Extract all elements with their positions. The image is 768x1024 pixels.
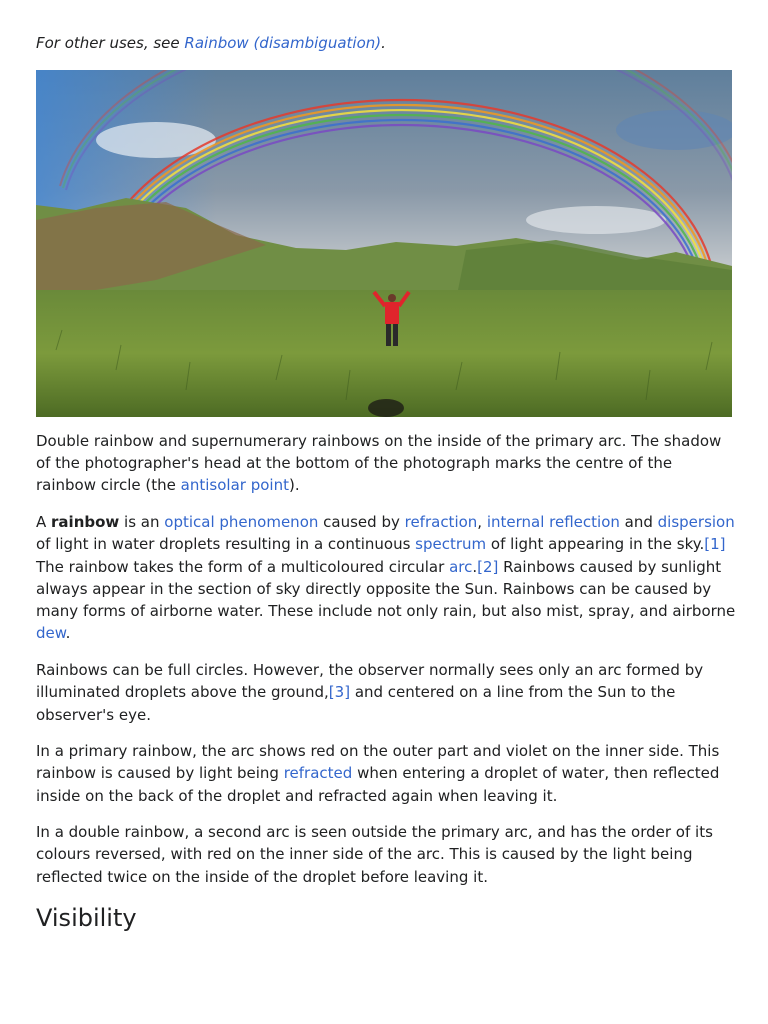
disambiguation-link[interactable]: Rainbow (disambiguation) [184, 34, 382, 52]
term-rainbow: rainbow [51, 513, 120, 531]
paragraph-double-rainbow [36, 821, 736, 888]
text: . [472, 557, 478, 576]
text: In a double rainbow, a second arc is seen outside the primary arc, and has the order of its colours reversed, with red on the inner side of the arc. This is caused by the light being reflected twice on the inside of the droplet before leaving it. [36, 823, 713, 886]
paragraph-primary-rainbow [36, 740, 736, 807]
text: , [477, 513, 487, 531]
hatnote-prefix: For other uses, see [36, 34, 185, 52]
text: caused by [318, 513, 405, 531]
text: Rainbows caused by sunlight always appear in the section of sky directly opposite the Sun. Rainbows can be caused by many forms of airborne water. These include not only rain, but also mist, spray, and airborne [36, 557, 736, 621]
text: of light appearing in the sky. [486, 535, 705, 554]
text: The rainbow takes the form of a multicoloured circular [36, 557, 450, 576]
text: . [65, 624, 71, 643]
reference-1-link[interactable]: [1] [704, 535, 726, 554]
hatnote-suffix: . [381, 34, 386, 52]
refracted-link[interactable]: refracted [283, 764, 353, 783]
internal-reflection-link[interactable]: internal reflection [486, 513, 620, 531]
text: and [619, 513, 658, 531]
text: A [36, 513, 52, 531]
text: is an [119, 513, 165, 531]
text: when entering a droplet of water, then reflected inside on the back of the droplet and refracted again when leaving it. [36, 764, 720, 805]
text: In a primary rainbow, the arc shows red on the outer part and violet on the inner side. This rainbow is caused by light being [36, 742, 720, 783]
section-heading-visibility: Visibility [36, 904, 137, 932]
text: Rainbows can be full circles. However, the observer normally sees only an arc formed by illuminated droplets above the ground, [36, 661, 704, 702]
text: of light in water droplets resulting in a continuous [36, 535, 416, 554]
caption-end: ). [288, 476, 300, 494]
rainbow-photo[interactable] [36, 70, 732, 417]
figure-caption [36, 430, 736, 496]
antisolar-point-link[interactable]: antisolar point [180, 476, 289, 494]
refraction-link[interactable]: refraction [404, 513, 478, 531]
text: and centered on a line from the Sun to the observer's eye. [36, 683, 676, 724]
reference-2-link[interactable]: [2] [477, 557, 499, 576]
optical-phenomenon-link[interactable]: optical phenomenon [164, 513, 319, 531]
paragraph-intro [36, 511, 736, 645]
dew-link[interactable]: dew [36, 624, 66, 643]
hatnote [36, 32, 386, 54]
dispersion-link[interactable]: dispersion [657, 513, 735, 531]
paragraph-full-circles [36, 659, 736, 726]
arc-link[interactable]: arc [449, 557, 473, 576]
spectrum-link[interactable]: spectrum [415, 535, 487, 554]
rainbow-photo-image [36, 70, 732, 417]
caption-text: Double rainbow and supernumerary rainbows on the inside of the primary arc. The shadow of the photographer's head at the bottom of the photograph marks the centre of the rainbow circle (the [36, 432, 722, 494]
reference-3-link[interactable]: [3] [328, 683, 351, 702]
